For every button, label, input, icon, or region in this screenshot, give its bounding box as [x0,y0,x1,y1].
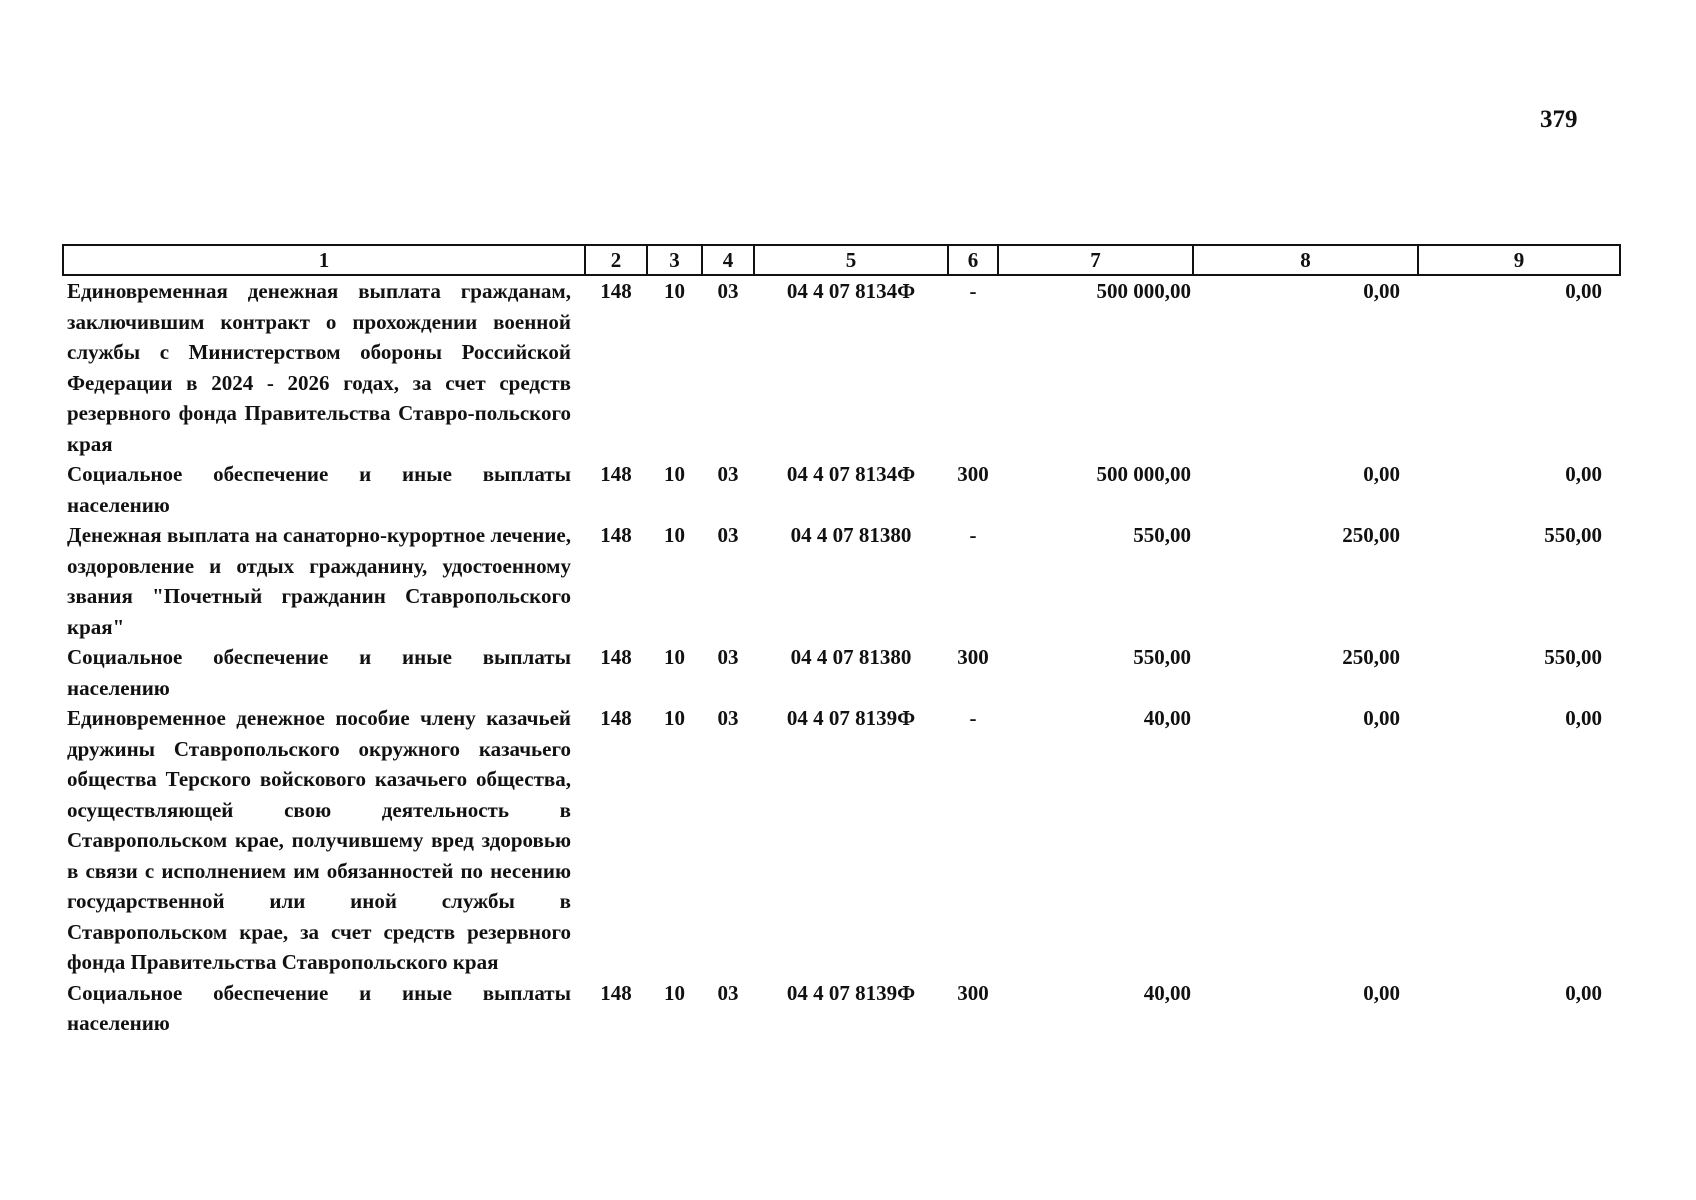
row-amount-col7: 550,00 [1133,523,1191,547]
row-amount-col7: 40,00 [1143,980,1191,1005]
row-amount-col8: 0,00 [1363,980,1400,1005]
table-body [63,275,1620,1039]
column-header-3: 3 [647,245,702,275]
row-name: Социальное обеспечение и иные выплаты населению [67,980,571,1035]
row-target-code: 04 4 07 8139Ф [786,980,916,1005]
row-amount-col7: 550,00 [1133,645,1191,669]
row-amount-col7: 40,00 [1143,706,1191,730]
row-amount-col7: 500 000,00 [1096,462,1191,486]
row-section-code: 10 [664,645,685,669]
table-row [63,703,1620,978]
row-amount-col8: 250,00 [1342,645,1400,669]
row-name: Единовременное денежное пособие члену казачьей дружины Ставропольского окружного казачьего общества Терского войскового казачьего общества, осуществляющей свою деятельность в Ставропольском крае, получившему вред здоровью в связи с исполнением им обязанностей по несению государственной или иной службы в Ставропольском крае, за счет средств резервного фонда Правительства Ставропольского края [67,706,571,974]
row-amount-col9: 0,00 [1565,462,1602,486]
row-amount-col9: 0,00 [1565,279,1602,303]
row-subsection-code: 03 [717,523,739,547]
row-amount-col9: 550,00 [1544,645,1602,669]
table-row [63,642,1620,703]
row-subsection-code: 03 [717,706,739,730]
table-row [63,275,1620,459]
row-target-code: 04 4 07 81380 [790,645,912,669]
row-target-code: 04 4 07 8139Ф [786,706,916,730]
row-section-code: 10 [664,279,685,303]
column-header-6: 6 [948,245,998,275]
row-expense-type: 300 [957,980,989,1005]
row-expense-type: - [969,706,977,730]
column-header-5: 5 [754,245,948,275]
row-name: Единовременная денежная выплата гражданам, заключившим контракт о прохождении военной службы с Министерством обороны Российской Федерации в 2024 - 2026 годах, за счет средств резервного фонда Правительства Ставро-польского края [67,279,571,456]
column-header-8: 8 [1193,245,1418,275]
row-ministry-code: 148 [600,706,632,730]
row-expense-type: - [969,279,977,303]
row-name: Социальное обеспечение и иные выплаты населению [67,645,571,700]
row-target-code: 04 4 07 8134Ф [786,279,916,303]
row-section-code: 10 [664,523,685,547]
table-row [63,978,1620,1039]
budget-table [62,244,1621,1039]
row-ministry-code: 148 [600,279,632,303]
row-amount-col8: 0,00 [1363,279,1400,303]
row-subsection-code: 03 [717,279,739,303]
row-ministry-code: 148 [600,523,632,547]
header-row [63,245,1620,275]
column-header-1: 1 [63,245,585,275]
row-expense-type: - [969,523,977,547]
row-amount-col7: 500 000,00 [1096,279,1191,303]
row-amount-col9: 550,00 [1544,523,1602,547]
row-expense-type: 300 [957,462,989,486]
row-ministry-code: 148 [600,462,632,486]
row-name: Денежная выплата на санаторно-курортное лечение, оздоровление и отдых гражданину, удостоенному звания "Почетный гражданин Ставропольского края" [67,523,571,639]
column-header-9: 9 [1418,245,1620,275]
table-header [63,245,1620,275]
row-name: Социальное обеспечение и иные выплаты населению [67,462,571,517]
row-target-code: 04 4 07 81380 [790,523,912,547]
row-target-code: 04 4 07 8134Ф [786,462,916,486]
row-expense-type: 300 [957,645,989,669]
page-number: 379 [1540,106,1578,133]
table-row [63,459,1620,520]
row-subsection-code: 03 [717,645,739,669]
column-header-2: 2 [585,245,647,275]
row-ministry-code: 148 [600,645,632,669]
column-header-4: 4 [702,245,754,275]
row-amount-col8: 0,00 [1363,706,1400,730]
row-amount-col9: 0,00 [1565,706,1602,730]
column-header-7: 7 [998,245,1193,275]
row-subsection-code: 03 [717,462,739,486]
row-amount-col8: 250,00 [1342,523,1400,547]
row-subsection-code: 03 [717,980,739,1005]
row-amount-col9: 0,00 [1565,980,1602,1005]
row-amount-col8: 0,00 [1363,462,1400,486]
row-section-code: 10 [664,462,685,486]
row-ministry-code: 148 [600,980,632,1005]
row-section-code: 10 [664,980,685,1005]
row-section-code: 10 [664,706,685,730]
table-row [63,520,1620,642]
